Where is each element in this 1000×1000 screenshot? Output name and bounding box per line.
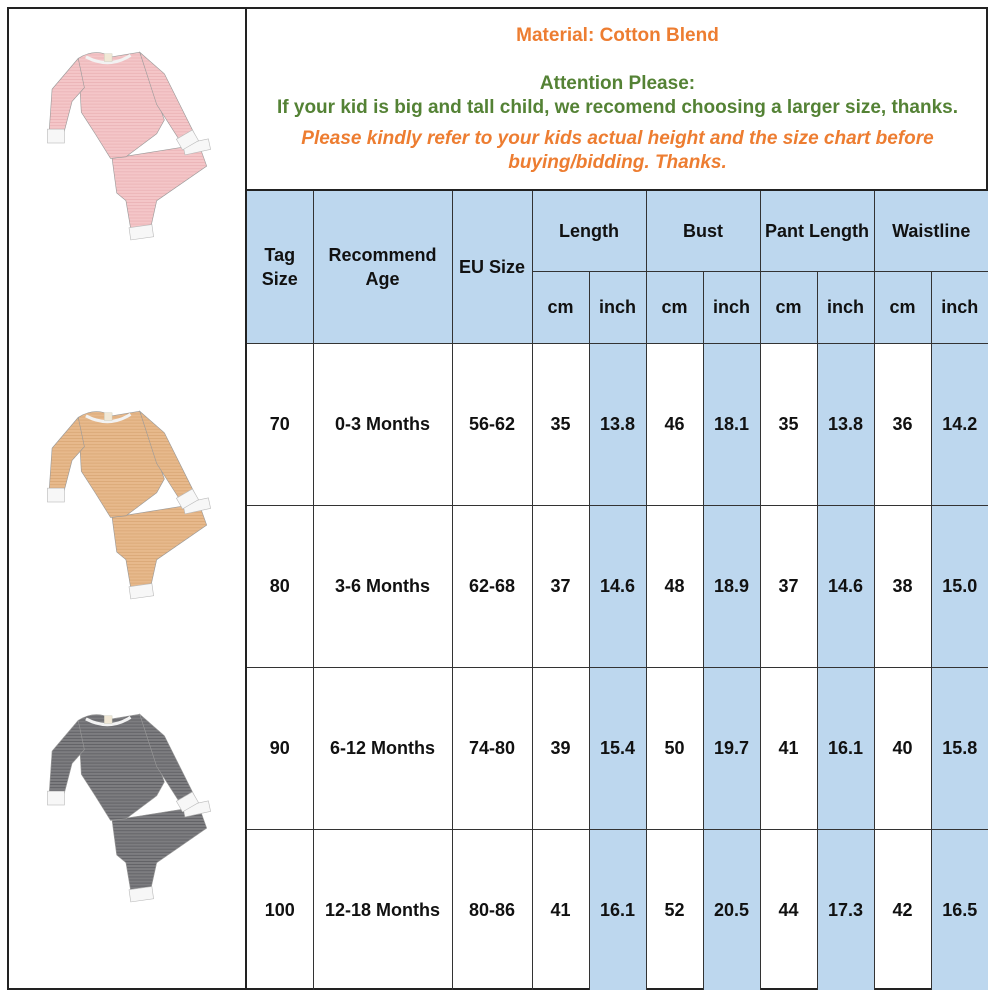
table-row xyxy=(247,829,988,990)
gray-outfit-left-sleeve xyxy=(49,720,84,798)
cell-tag-size: 70 xyxy=(247,343,313,505)
material-text: Material: Cotton Blend xyxy=(516,25,719,46)
gray-outfit-image xyxy=(15,705,243,905)
header-unit-cm: cm xyxy=(874,271,931,343)
cell-length-inch: 13.8 xyxy=(589,343,646,505)
cell-bust-inch: 18.1 xyxy=(703,343,760,505)
size-chart-table xyxy=(247,191,988,990)
tan-outfit-pants xyxy=(112,504,207,596)
cell-pant-cm: 37 xyxy=(760,505,817,667)
cell-waist-cm: 36 xyxy=(874,343,931,505)
cell-length-cm: 35 xyxy=(532,343,589,505)
header-waistline: Waistline xyxy=(874,191,988,271)
cell-length-cm: 41 xyxy=(532,829,589,990)
header-unit-inch: inch xyxy=(703,271,760,343)
cell-bust-cm: 52 xyxy=(646,829,703,990)
cell-bust-cm: 48 xyxy=(646,505,703,667)
cell-pant-cm: 41 xyxy=(760,667,817,829)
table-row xyxy=(247,505,988,667)
cell-recommend-age: 6-12 Months xyxy=(313,667,452,829)
table-row xyxy=(247,667,988,829)
product-image-column xyxy=(7,7,247,990)
header-pant-length: Pant Length xyxy=(760,191,874,271)
tan-outfit-label-tag xyxy=(104,413,112,421)
cell-waist-inch: 16.5 xyxy=(931,829,988,990)
header-eu-size: EU Size xyxy=(452,191,532,343)
pink-outfit-image xyxy=(15,43,243,243)
gray-outfit-pants xyxy=(112,807,207,899)
cell-waist-cm: 38 xyxy=(874,505,931,667)
cell-waist-inch: 15.8 xyxy=(931,667,988,829)
pink-outfit-left-cuff xyxy=(47,129,64,143)
attention-title: Attention Please: xyxy=(539,73,696,94)
tan-outfit-left-sleeve xyxy=(49,417,84,495)
header-bust: Bust xyxy=(646,191,760,271)
cell-eu-size: 80-86 xyxy=(452,829,532,990)
header-unit-cm: cm xyxy=(532,271,589,343)
cell-pant-inch: 17.3 xyxy=(817,829,874,990)
pink-outfit-label-tag xyxy=(104,54,112,62)
pink-outfit-pants xyxy=(112,145,207,237)
tan-outfit-left-cuff xyxy=(47,488,64,502)
cell-length-inch: 14.6 xyxy=(589,505,646,667)
tan-outfit-image xyxy=(15,402,243,602)
cell-recommend-age: 12-18 Months xyxy=(313,829,452,990)
cell-eu-size: 74-80 xyxy=(452,667,532,829)
cell-pant-cm: 44 xyxy=(760,829,817,990)
cell-bust-cm: 46 xyxy=(646,343,703,505)
cell-pant-inch: 16.1 xyxy=(817,667,874,829)
header-unit-inch: inch xyxy=(931,271,988,343)
cell-tag-size: 90 xyxy=(247,667,313,829)
cell-pant-cm: 35 xyxy=(760,343,817,505)
cell-bust-inch: 18.9 xyxy=(703,505,760,667)
cell-waist-cm: 42 xyxy=(874,829,931,990)
cell-eu-size: 62-68 xyxy=(452,505,532,667)
header-notes xyxy=(247,7,988,191)
header-unit-cm: cm xyxy=(646,271,703,343)
cell-bust-cm: 50 xyxy=(646,667,703,829)
header-unit-inch: inch xyxy=(589,271,646,343)
note-line-2: buying/bidding. Thanks. xyxy=(508,152,727,173)
cell-waist-inch: 14.2 xyxy=(931,343,988,505)
cell-eu-size: 56-62 xyxy=(452,343,532,505)
header-unit-inch: inch xyxy=(817,271,874,343)
cell-length-cm: 39 xyxy=(532,667,589,829)
cell-tag-size: 80 xyxy=(247,505,313,667)
header-recommend-age: Recommend Age xyxy=(313,191,452,343)
cell-tag-size: 100 xyxy=(247,829,313,990)
cell-pant-inch: 13.8 xyxy=(817,343,874,505)
header-unit-cm: cm xyxy=(760,271,817,343)
cell-waist-inch: 15.0 xyxy=(931,505,988,667)
cell-length-inch: 16.1 xyxy=(589,829,646,990)
cell-length-cm: 37 xyxy=(532,505,589,667)
table-row xyxy=(247,343,988,505)
cell-bust-inch: 19.7 xyxy=(703,667,760,829)
cell-recommend-age: 0-3 Months xyxy=(313,343,452,505)
cell-waist-cm: 40 xyxy=(874,667,931,829)
gray-outfit-left-cuff xyxy=(47,791,64,805)
cell-bust-inch: 20.5 xyxy=(703,829,760,990)
attention-text: If your kid is big and tall child, we recomend choosing a larger size, thanks. xyxy=(277,97,958,118)
note-line-1: Please kindly refer to your kids actual height and the size chart before xyxy=(301,128,934,149)
header-tag-size: Tag Size xyxy=(247,191,313,343)
header-length: Length xyxy=(532,191,646,271)
cell-recommend-age: 3-6 Months xyxy=(313,505,452,667)
pink-outfit-left-sleeve xyxy=(49,58,84,136)
cell-pant-inch: 14.6 xyxy=(817,505,874,667)
cell-length-inch: 15.4 xyxy=(589,667,646,829)
gray-outfit-label-tag xyxy=(104,716,112,724)
